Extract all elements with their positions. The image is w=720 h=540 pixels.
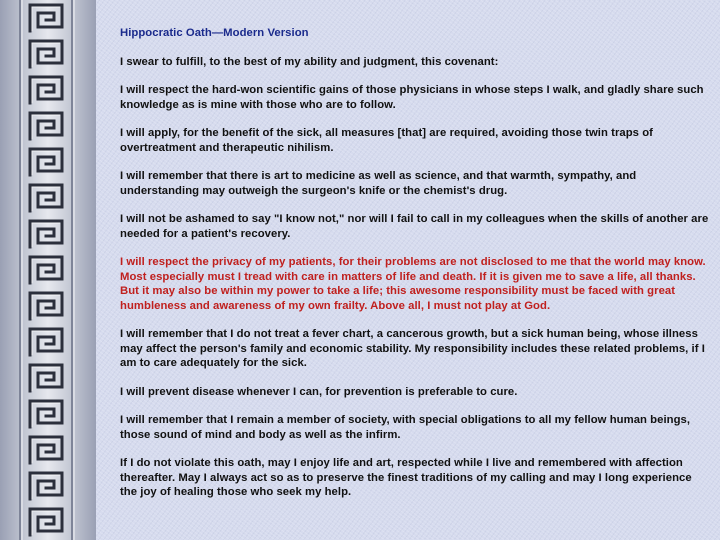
oath-paragraph-privacy-highlighted: I will respect the privacy of my patients, for their problems are not disclosed to me that the world may know. Most especially must I tread with care in matters of life and death. If it is given me to save a life, all thanks. But it may also be within my power to take a life; this awesome responsibility must be faced with great humbleness and awareness of my own frailty. Above all, I must not play at God. — [120, 256, 706, 312]
oath-document — [120, 26, 710, 514]
oath-paragraph-2: I will respect the hard-won scientific gains of those physicians in whose steps I walk, and gladly share such knowledge as is mine with those who are to follow. — [120, 84, 704, 111]
document-title: Hippocratic Oath—Modern Version — [120, 27, 309, 39]
oath-paragraph-3: I will apply, for the benefit of the sick, all measures [that] are required, avoiding those twin traps of overtreatment and therapeutic nihilism. — [120, 127, 653, 154]
oath-paragraph-8: I will prevent disease whenever I can, for prevention is preferable to cure. — [120, 385, 518, 398]
greek-key-meander-icon — [0, 0, 96, 540]
oath-paragraph-4: I will remember that there is art to medicine as well as science, and that warmth, sympathy, and understanding may outweigh the surgeon's knife or the chemist's drug. — [120, 170, 637, 197]
oath-paragraph-10: If I do not violate this oath, may I enjoy life and art, respected while I live and remembered with affection thereafter. May I always act so as to preserve the finest traditions of my calling and may I long experience the joy of healing those who seek my help. — [120, 457, 692, 498]
oath-paragraph-1: I swear to fulfill, to the best of my ability and judgment, this covenant: — [120, 55, 499, 68]
greek-key-border — [0, 0, 96, 540]
oath-paragraph-7: I will remember that I do not treat a fever chart, a cancerous growth, but a sick human being, whose illness may affect the person's family and economic stability. My responsibility includes these related problems, if I am to care adequately for the sick. — [120, 328, 705, 369]
oath-paragraph-5: I will not be ashamed to say "I know not," nor will I fail to call in my colleagues when the skills of another are needed for a patient's recovery. — [120, 213, 709, 240]
oath-paragraph-9: I will remember that I remain a member of society, with special obligations to all my fellow human beings, those sound of mind and body as well as the infirm. — [120, 414, 691, 441]
